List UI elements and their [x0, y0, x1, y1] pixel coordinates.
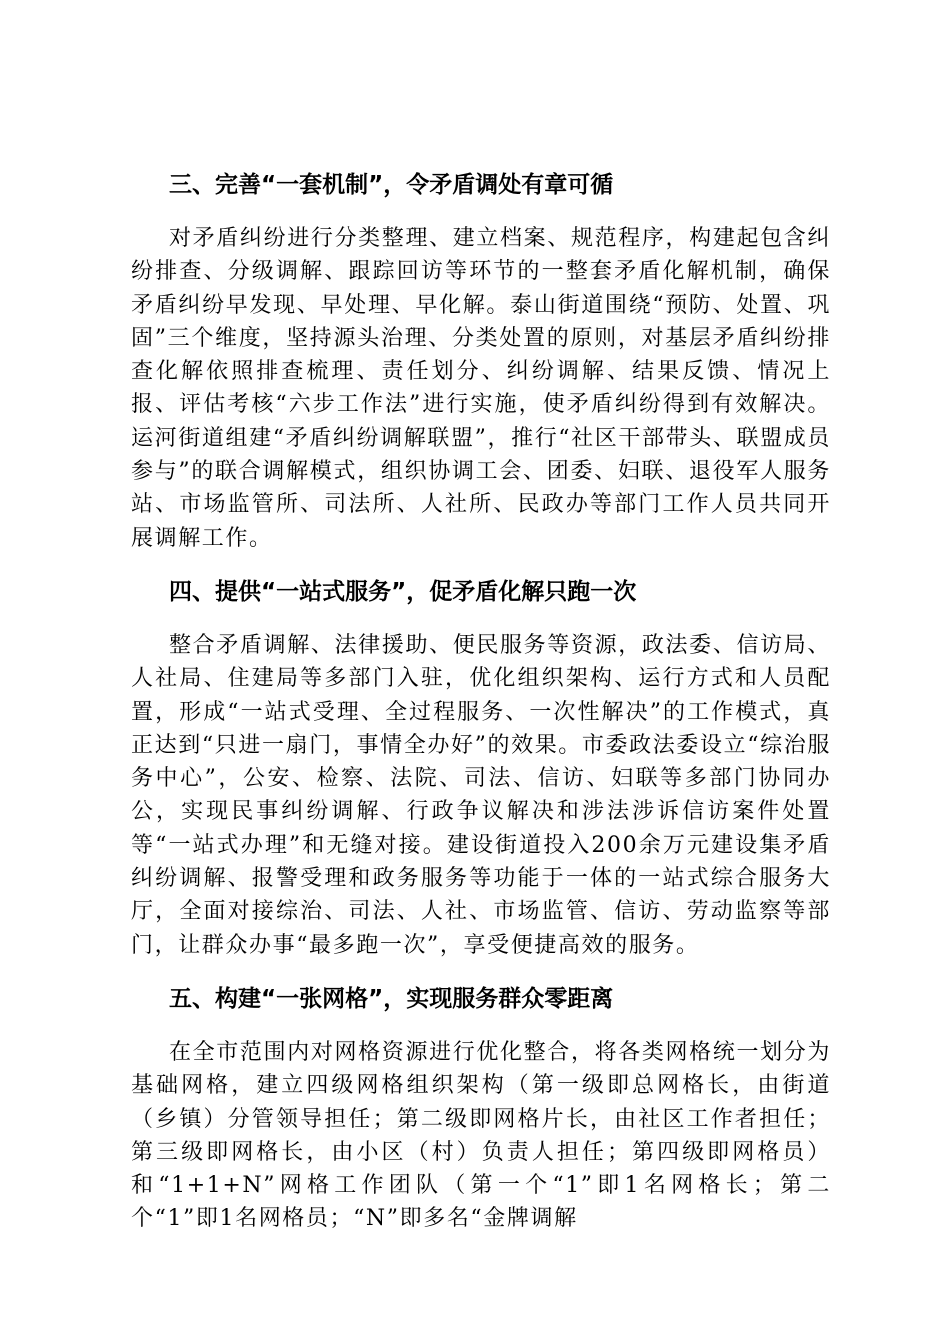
- section-paragraph: 在全市范围内对网格资源进行优化整合，将各类网格统一划分为基础网格，建立四级网格组织架构（第一级即总网格长，由街道（乡镇）分管领导担任；第二级即网格片长，由社区工作者担任；第三级即网格长，由小区（村）负责人担任；第四级即网格员）和“1+1+N”网格工作团队（第一个“1”即1名网格长；第二个“1”即1名网格员；“N”即多名“金牌调解: [131, 1039, 831, 1232]
- section-paragraph: 整合矛盾调解、法律援助、便民服务等资源，政法委、信访局、人社局、住建局等多部门入驻，优化组织架构、运行方式和人员配置，形成“一站式受理、全过程服务、一次性解决”的工作模式，真正达到“只进一扇门，事情全办好”的效果。市委政法委设立“综治服务中心”，公安、检察、法院、司法、信访、妇联等多部门协同办公，实现民事纠纷调解、行政争议解决和涉法涉诉信访案件处置等“一站式办理”和无缝对接。建设街道投入200余万元建设集矛盾纠纷调解、报警受理和政务服务等功能于一体的一站式综合服务大厅，全面对接综治、司法、人社、市场监管、信访、劳动监察等部门，让群众办事“最多跑一次”，享受便捷高效的服务。: [131, 632, 831, 958]
- section-paragraph: 对矛盾纠纷进行分类整理、建立档案、规范程序，构建起包含纠纷排查、分级调解、跟踪回访等环节的一整套矛盾化解机制，确保矛盾纠纷早发现、早处理、早化解。泰山街道围绕“预防、处置、巩固”三个维度，坚持源头治理、分类处置的原则，对基层矛盾纠纷排查化解依照排查梳理、责任划分、纠纷调解、结果反馈、情况上报、评估考核“六步工作法”进行实施，使矛盾纠纷得到有效解决。运河街道组建“矛盾纠纷调解联盟”，推行“社区干部带头、联盟成员参与”的联合调解模式，组织协调工会、团委、妇联、退役军人服务站、市场监管所、司法所、人社所、民政办等部门工作人员共同开展调解工作。: [131, 226, 831, 551]
- section-heading: 四、提供“一站式服务”，促矛盾化解只跑一次: [169, 578, 637, 605]
- document-page: [131, 168, 831, 1256]
- section-four: [131, 575, 831, 962]
- section-heading: 三、完善“一套机制”，令矛盾调处有章可循: [169, 172, 614, 198]
- section-five: [131, 982, 831, 1236]
- section-heading: 五、构建“一张网格”，实现服务群众零距离: [169, 985, 614, 1012]
- section-three: [131, 168, 831, 555]
